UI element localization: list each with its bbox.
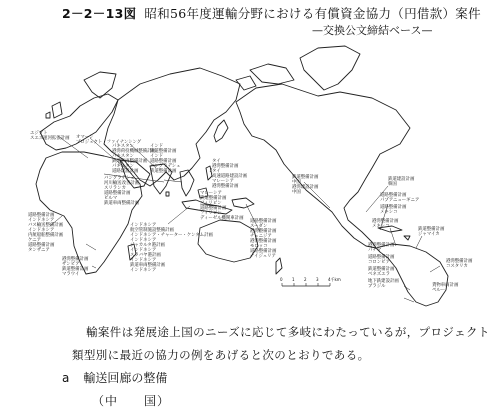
scale-label: 0 <box>280 277 283 282</box>
japan <box>214 120 228 142</box>
map-label: 港湾整備計画 <box>250 229 277 234</box>
section-heading <box>62 369 167 386</box>
map-label: インドネシア <box>130 238 157 243</box>
scale-label: 2 <box>304 277 307 282</box>
map-label: スリランカ <box>104 186 126 191</box>
scandinavia <box>84 72 116 98</box>
map-label: 港湾整備計画 <box>250 239 277 244</box>
map-label: 港湾建設計画 <box>292 185 319 190</box>
map-label: フィリピン <box>200 211 222 216</box>
map-label: 中国 <box>292 190 301 195</box>
map-label: モロッコ <box>250 244 268 249</box>
figure-subtitle: —交換公文締結ベース— <box>312 24 433 37</box>
map-label: 港湾整備計画 <box>368 243 395 248</box>
map-label: ビルマ <box>104 196 118 201</box>
greenland <box>300 46 360 90</box>
map-label: タイ <box>212 169 221 174</box>
map-label: 地下鉄建設計画 <box>368 279 399 284</box>
map-label: 道路整備計画 <box>104 191 131 196</box>
map-label: マレーシア <box>200 191 222 196</box>
map-label: 鉄道整備計画 <box>62 267 89 272</box>
map-label: コスタリカ <box>446 264 468 269</box>
map-label: スーダン <box>250 224 268 229</box>
map-label: ジャマイカ <box>418 232 440 237</box>
map-label: 道路整備計画 <box>250 219 277 224</box>
map-label: 港湾整備計画 <box>62 257 89 262</box>
map-label: インドネシア <box>130 248 157 253</box>
map-label: 道路整備計画 <box>28 213 55 218</box>
map-label: 港湾荷役機械整備計画 <box>112 149 156 154</box>
body-line: 類型別に最近の協力の例をあげると次のとおりである。 <box>72 348 370 362</box>
map-label: 鉄道整備計画 <box>150 149 177 154</box>
map-label: スラバヤ港計画 <box>130 253 161 258</box>
figure-number: 2－2－13図 <box>62 6 137 21</box>
scale-label: 1 <box>292 277 295 282</box>
map-label: インドネシア <box>130 268 157 273</box>
map-label: ペルー <box>432 288 446 293</box>
map-label: 道路建設計画 <box>112 169 139 174</box>
map-label: メキシコ <box>380 210 398 215</box>
map-label: メキシコ <box>372 224 390 229</box>
map-label: パキスタン <box>112 154 134 159</box>
map-label: エジプト <box>30 131 48 136</box>
british-isles <box>46 102 62 118</box>
southeast-asia <box>180 170 194 196</box>
map-label: スエズ運河拡張計画 <box>30 136 70 141</box>
map-label: ブラジル <box>368 284 386 289</box>
map-label: インドネシア・チャーター・ケンタム計画 <box>130 233 213 238</box>
map-label: タンザニア <box>28 248 50 253</box>
map-label: 港湾整備計画 <box>212 184 239 189</box>
map-label: インド <box>150 144 164 149</box>
arctic-islands <box>236 64 294 90</box>
map-label: タイ <box>212 159 221 164</box>
map-label: 道路整備計画 <box>380 205 407 210</box>
map-label: インドネシア <box>28 218 55 223</box>
map-label: ナイジェリア <box>250 254 276 259</box>
map-label: 内航船舶整備計画 <box>28 233 64 238</box>
map-label: パナマ <box>368 248 382 253</box>
map-label: 道路整備計画 <box>380 193 407 198</box>
map-label: 鉄道整備計画 <box>200 196 227 201</box>
map-label: オマーン <box>76 135 94 140</box>
map-label: パキスタン <box>112 164 134 169</box>
map-label: 高速道路建設計画 <box>212 174 248 179</box>
map-label: 中国 <box>292 180 301 185</box>
map-label: フィリピン <box>200 201 222 206</box>
map-label: 鉄道車両整備計画 <box>112 159 148 164</box>
map-label: 鉄道整備計画 <box>418 227 445 232</box>
map-label: バングラデシュ <box>150 164 181 169</box>
section-mark: a <box>62 371 70 385</box>
map-label: 港湾整備計画 <box>446 259 473 264</box>
map-label: 道路整備計画 <box>150 159 177 164</box>
map-label: 鉄道車両整備計画 <box>104 201 140 206</box>
map-label: バス輸送整備計画 <box>28 223 64 228</box>
map-label: バングラデシュ <box>104 176 135 181</box>
map-label: プロジェクト・ファイナンシング <box>76 140 142 145</box>
map-label: インド <box>150 154 164 159</box>
map-label: チュニジア <box>250 234 272 239</box>
map-label: ディーゼル機関車計画 <box>200 216 244 221</box>
map-label: ケニア <box>28 238 41 243</box>
scale-label: 4千km <box>328 277 341 282</box>
map-label: パプアニューギニア <box>380 198 420 203</box>
map-label: マラウイ <box>62 272 80 277</box>
map-label: 鉄道車両整備計画 <box>130 263 166 268</box>
subheading: （中 国） <box>92 394 171 408</box>
map-label: 道路整備計画 <box>28 243 55 248</box>
new-guinea <box>232 198 254 208</box>
sri-lanka <box>166 192 169 196</box>
map-label: マレーシア <box>212 179 234 184</box>
map-label: インドネシア <box>28 228 55 233</box>
scale-bar <box>280 276 341 286</box>
map-label: コロンビア <box>368 260 390 265</box>
map-label: 港湾整備計画 <box>212 164 239 169</box>
map-label: 鉄道建設計画 <box>388 177 415 182</box>
map-label: ジャカルタ港計画 <box>130 243 165 248</box>
map-label: インドネシア <box>130 258 157 263</box>
map-label: ザンビア <box>62 262 80 267</box>
map-label: 道路整備計画 <box>250 249 277 254</box>
map-label: 鉄道整備計画 <box>368 267 395 272</box>
map-label: パキスタン <box>112 144 134 149</box>
body-line: 輸案件は発展途上国のニーズに応じて多岐にわたっているが，プロジェクト <box>86 325 490 339</box>
australia <box>198 220 258 262</box>
map-label: 航空管制施設整備計画 <box>130 228 174 233</box>
map-label: 道路整備計画 <box>200 206 227 211</box>
map-label: 鉄道整備計画 <box>292 175 319 180</box>
map-label: 港湾整備計画 <box>372 219 399 224</box>
map-label: 道路整備計画 <box>368 255 395 260</box>
world-map <box>0 40 492 310</box>
map-label: 貨物車両計画 <box>432 283 459 288</box>
figure-title <box>62 4 481 22</box>
new-zealand <box>276 258 282 274</box>
section-heading-text: 輸送回廊の整備 <box>83 371 168 385</box>
scale-label: 3 <box>316 277 319 282</box>
map-label: 鉄道整備計画 <box>150 169 177 174</box>
map-label: インドネシア <box>130 223 157 228</box>
figure-title-text: 昭和56年度運輸分野における有償資金協力（円借款）案件 <box>144 6 481 21</box>
map-label: 河川輸送改善計画 <box>104 181 140 186</box>
map-label: 韓国 <box>388 182 397 187</box>
map-label: ベネズエラ <box>368 272 390 277</box>
